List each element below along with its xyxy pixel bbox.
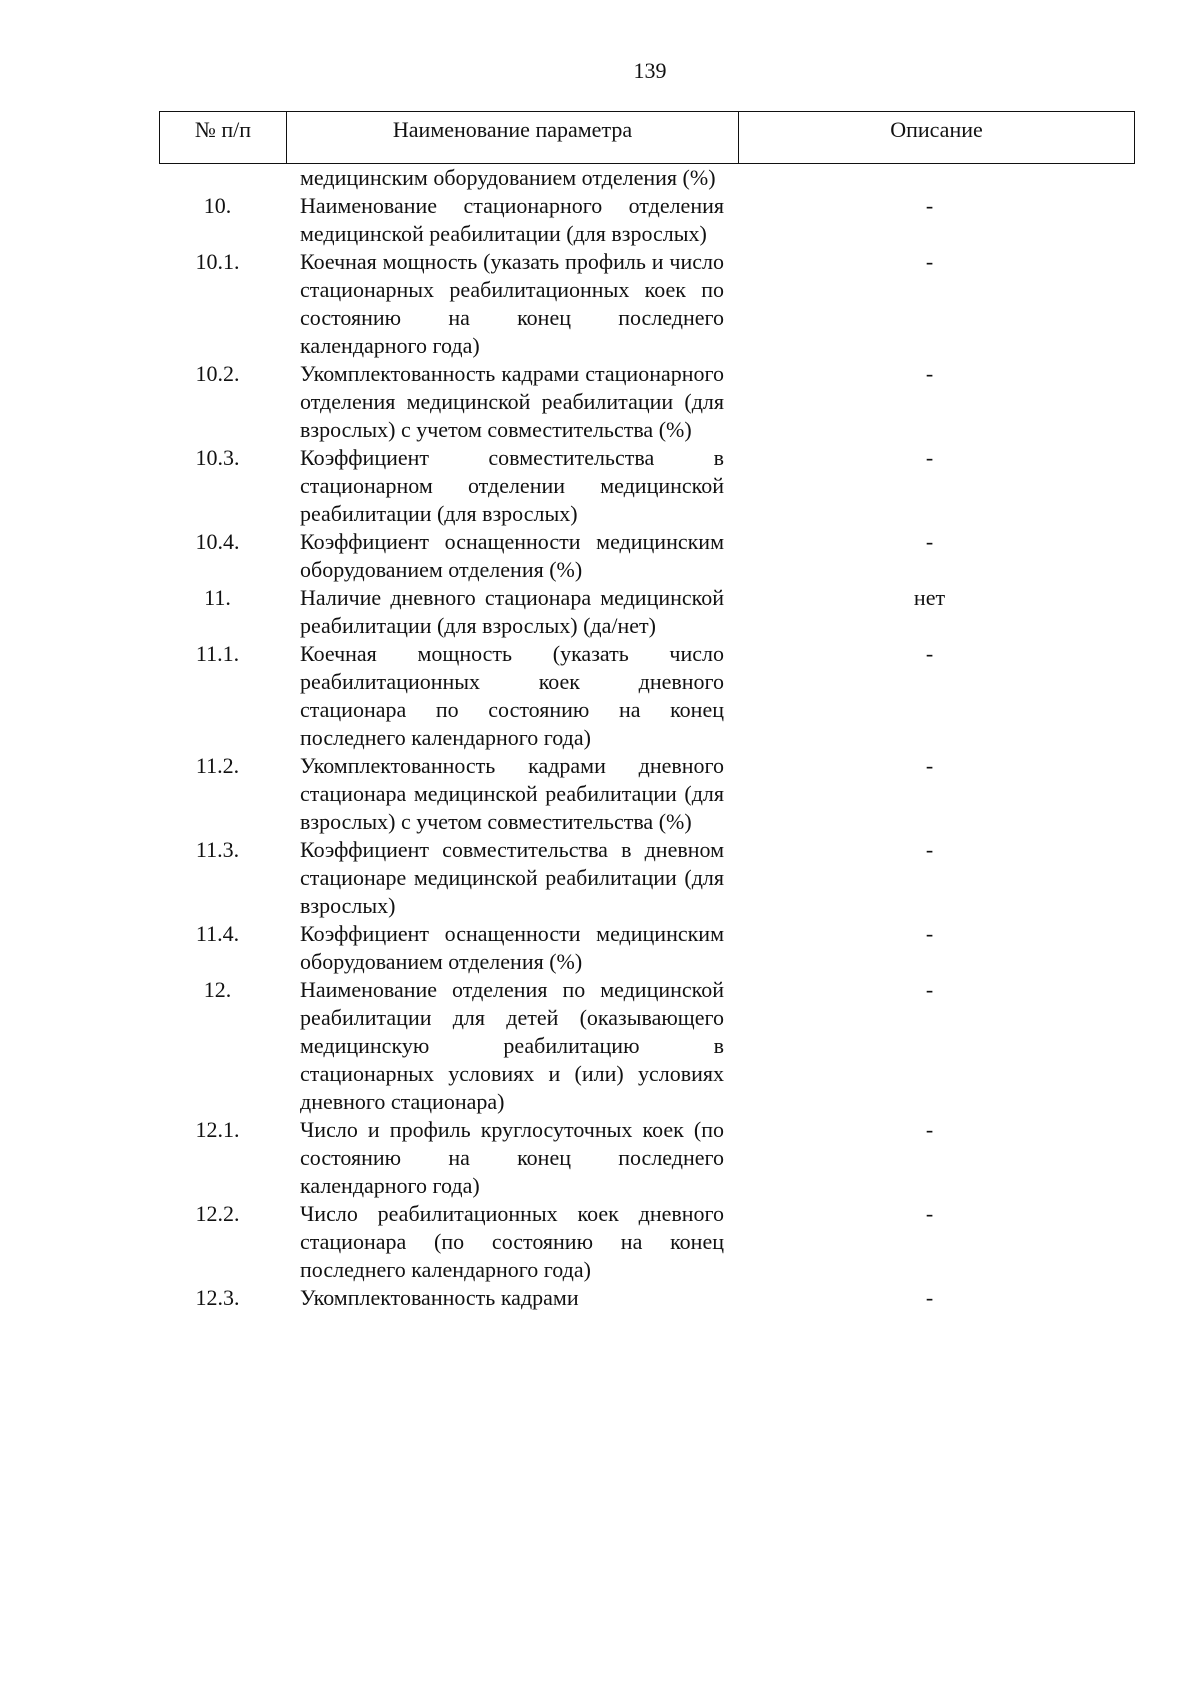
- row-parameter-cell: [300, 752, 724, 836]
- row-number: 12.1.: [195, 1117, 240, 1142]
- table-row: [159, 444, 1135, 528]
- row-description: -: [925, 361, 934, 386]
- row-parameter: Число и профиль круглосуточных коек (по состоянию на конец последнего календарного года): [300, 1117, 724, 1198]
- row-number: 11.3.: [195, 837, 240, 862]
- row-parameter: Коечная мощность (указать профиль и число стационарных реабилитационных коек по состоянию на конец последнего календарного года): [300, 249, 724, 358]
- table-row: [159, 1116, 1135, 1200]
- row-parameter-cell: [300, 164, 724, 192]
- table-row: [159, 164, 1135, 192]
- table-row: [159, 192, 1135, 248]
- row-number: 12.: [203, 977, 232, 1002]
- row-description: -: [925, 1117, 934, 1142]
- row-description: -: [925, 1201, 934, 1226]
- parameters-table: [159, 111, 1135, 1312]
- row-number: 10.1.: [195, 249, 240, 274]
- row-parameter: Коэффициент оснащенности медицинским оборудованием отделения (%): [300, 529, 724, 582]
- row-parameter: Укомплектованность кадрами стационарного отделения медицинской реабилитации (для взрослых) с учетом совместительства (%): [300, 361, 724, 442]
- row-description: -: [925, 529, 934, 554]
- row-parameter-cell: [300, 528, 724, 584]
- table-body: [159, 164, 1135, 1312]
- row-parameter-cell: [300, 444, 724, 528]
- row-parameter: Наименование отделения по медицинской реабилитации для детей (оказывающего медицинскую реабилитацию в стационарных условиях и (или) условиях дневного стационара): [300, 977, 724, 1114]
- row-number: 11.4.: [195, 921, 240, 946]
- table-row: [159, 836, 1135, 920]
- table-row: [159, 584, 1135, 640]
- row-parameter: Коэффициент совместительства в дневном стационаре медицинской реабилитации (для взрослых): [300, 837, 724, 918]
- table-row: [159, 1200, 1135, 1284]
- page-number: 139: [633, 58, 667, 83]
- table-row: [159, 640, 1135, 752]
- row-number: 11.1.: [195, 641, 240, 666]
- row-description: [724, 164, 1135, 192]
- row-description: -: [925, 641, 934, 666]
- table-row: [159, 752, 1135, 836]
- table-row: [159, 248, 1135, 360]
- row-description: -: [925, 445, 934, 470]
- row-parameter-cell: [300, 248, 724, 360]
- table-row: [159, 1284, 1135, 1312]
- row-parameter: Коэффициент оснащенности медицинским оборудованием отделения (%): [300, 921, 724, 974]
- row-parameter: Наличие дневного стационара медицинской реабилитации (для взрослых) (да/нет): [300, 585, 724, 638]
- table-header: [159, 111, 1135, 164]
- row-parameter-cell: [300, 1284, 724, 1312]
- row-number: 10.2.: [195, 361, 240, 386]
- row-description: -: [925, 249, 934, 274]
- row-number: 12.3.: [195, 1285, 240, 1310]
- row-parameter-cell: [300, 920, 724, 976]
- row-parameter-cell: [300, 836, 724, 920]
- row-parameter-cell: [300, 1200, 724, 1284]
- row-parameter-cell: [300, 976, 724, 1116]
- row-number: 11.: [204, 585, 231, 610]
- row-description: -: [925, 1285, 934, 1310]
- row-parameter-cell: [300, 640, 724, 752]
- row-parameter-cell: [300, 192, 724, 248]
- row-parameter-cell: [300, 584, 724, 640]
- table-row: [159, 528, 1135, 584]
- table-row: [159, 976, 1135, 1116]
- row-parameter: Число реабилитационных коек дневного стационара (по состоянию на конец последнего календарного года): [300, 1201, 724, 1282]
- row-number: 12.2.: [195, 1201, 240, 1226]
- row-number: 10.4.: [195, 529, 240, 554]
- row-number: [159, 164, 300, 192]
- row-parameter: медицинским оборудованием отделения (%): [300, 165, 716, 190]
- header-parameter: Наименование параметра: [287, 112, 739, 163]
- row-description: -: [925, 193, 934, 218]
- row-parameter: Коечная мощность (указать число реабилитационных коек дневного стационара по состоянию на конец последнего календарного года): [300, 641, 724, 750]
- row-parameter: Коэффициент совместительства в стационарном отделении медицинской реабилитации (для взрослых): [300, 445, 724, 526]
- row-description: нет: [913, 585, 946, 610]
- row-parameter: Наименование стационарного отделения медицинской реабилитации (для взрослых): [300, 193, 724, 246]
- row-parameter-cell: [300, 360, 724, 444]
- row-parameter: Укомплектованность кадрами: [300, 1285, 579, 1310]
- row-description: -: [925, 921, 934, 946]
- row-description: -: [925, 977, 934, 1002]
- table-row: [159, 360, 1135, 444]
- header-number: № п/п: [160, 112, 287, 163]
- table-row: [159, 920, 1135, 976]
- row-number: 10.3.: [195, 445, 240, 470]
- row-description: -: [925, 837, 934, 862]
- row-number: 10.: [203, 193, 232, 218]
- row-parameter: Укомплектованность кадрами дневного стационара медицинской реабилитации (для взрослых) с учетом совместительства (%): [300, 753, 724, 834]
- row-number: 11.2.: [195, 753, 240, 778]
- header-description: Описание: [890, 117, 983, 142]
- row-description: -: [925, 753, 934, 778]
- row-parameter-cell: [300, 1116, 724, 1200]
